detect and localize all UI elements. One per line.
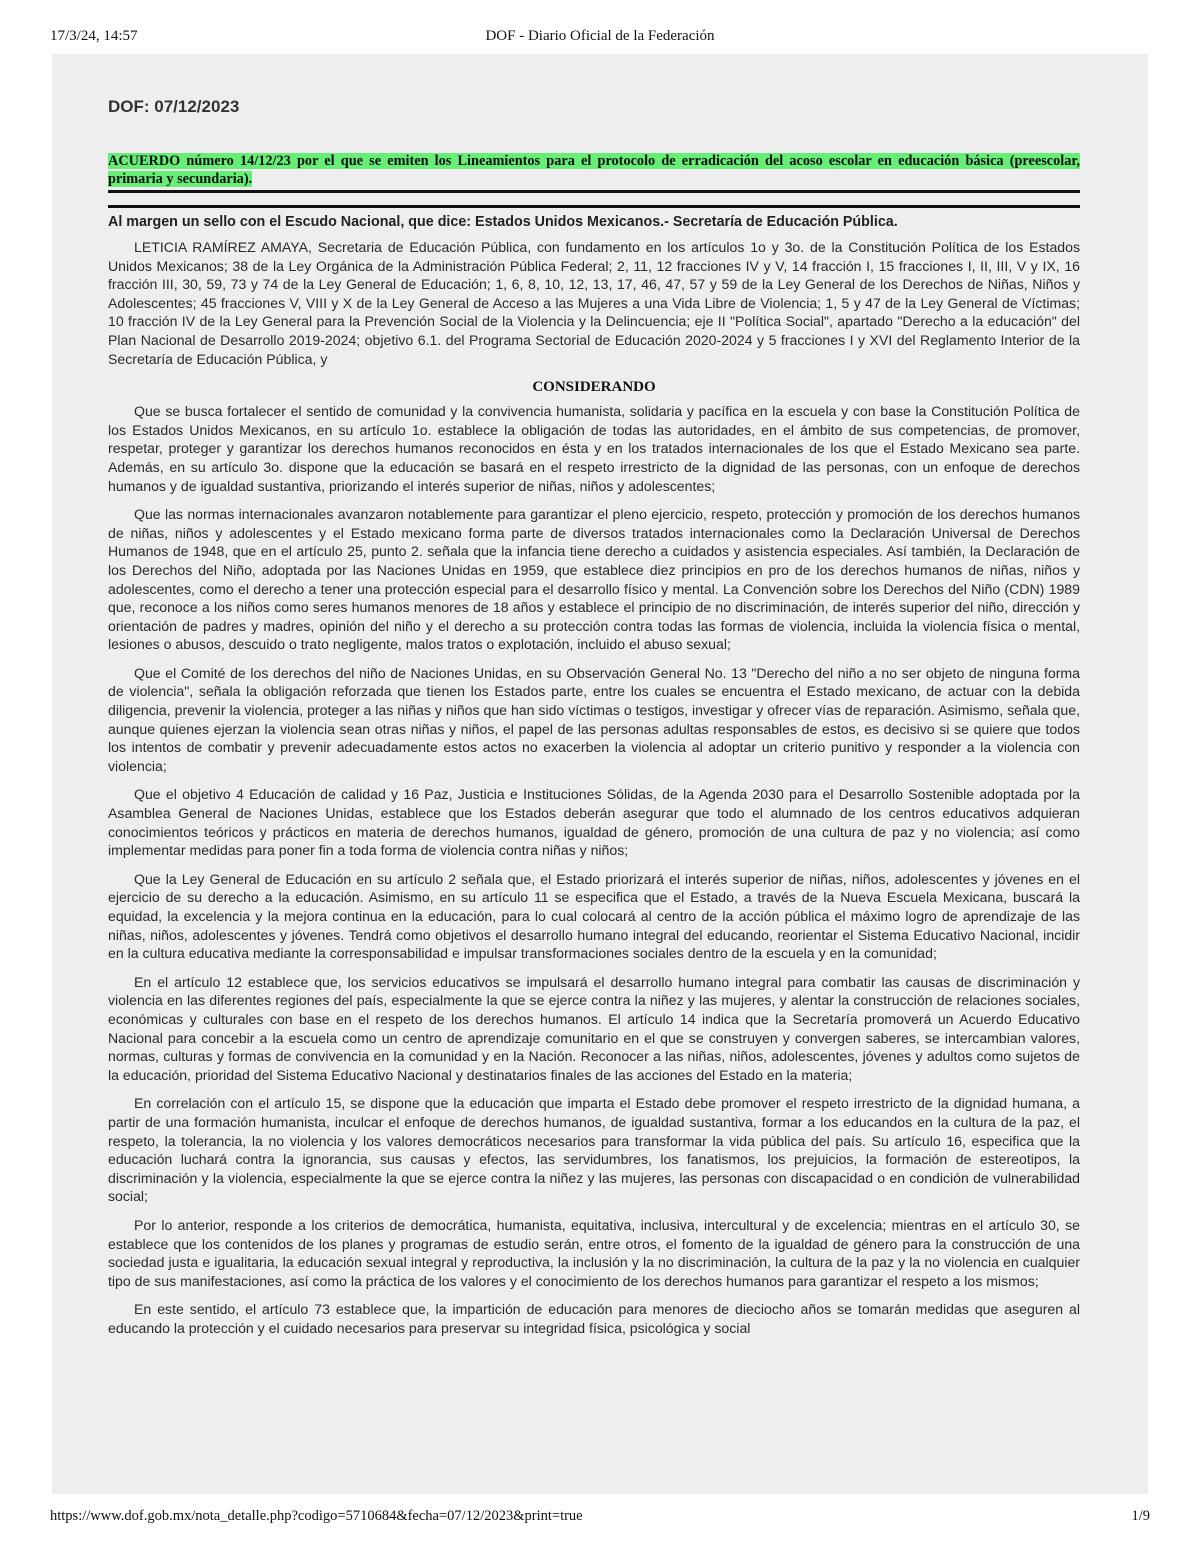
print-page-title: DOF - Diario Oficial de la Federación: [485, 28, 715, 44]
preamble-paragraph: LETICIA RAMÍREZ AMAYA, Secretaria de Educación Pública, con fundamento en los artículos 1o y 3o. de la Constitución Política de los Estados Unidos Mexicanos; 38 de la Ley Orgánica de la Administración Pública Federal; 2, 11, 12 fracciones IV y V, 14 fracción I, 15 fracciones I, II, III, V y IX, 16 fracción III, 30, 59, 73 y 74 de la Ley General de Educación; 1, 6, 8, 10, 12, 13, 17, 46, 47, 57 y 59 de la Ley General de los Derechos de Niñas, Niños y Adolescentes; 45 fracciones V, VIII y X de la Ley General de Acceso a las Mujeres a una Vida Libre de Violencia; 1, 5 y 47 de la Ley General de Víctimas; 10 fracción IV de la Ley General para la Prevención Social de la Violencia y la Delincuencia; eje II "Política Social", apartado "Derecho a la educación" del Plan Nacional de Desarrollo 2019-2024; objetivo 6.1. del Programa Sectorial de Educación 2020-2024 y 5 fracciones I y XVI del Reglamento Interior de la Secretaría de Educación Pública, y: [108, 239, 1080, 367]
print-timestamp: 17/3/24, 14:57: [50, 28, 138, 44]
considerando-paragraph: En este sentido, el artículo 73 establece que, la impartición de educación para menores de dieciocho años se tomarán medidas que aseguren al educando la protección y el cuidado necesarios para preservar su integridad física, psicológica y social: [108, 1301, 1080, 1336]
document-content: [108, 97, 1080, 1337]
print-header: [50, 28, 1150, 48]
considerando-paragraph: Que la Ley General de Educación en su artículo 2 señala que, el Estado priorizará el interés superior de niñas, niños, adolescentes y jóvenes en el ejercicio de su derecho a la educación. Asimismo, en su artículo 11 se especifica que el Estado, a través de la Nueva Escuela Mexicana, buscará la equidad, la excelencia y la mejora continua en la educación, para lo cual colocará al centro de la acción pública el máximo logro de aprendizaje de las niñas, niños, adolescentes y jóvenes. Tendrá como objetivos el desarrollo humano integral del educando, reorientar el Sistema Educativo Nacional, incidir en la cultura educativa mediante la corresponsabilidad e impulsar transformaciones sociales dentro de la escuela y en la comunidad;: [108, 870, 1080, 962]
dof-date: DOF: 07/12/2023: [108, 97, 240, 116]
considerando-paragraph: Que se busca fortalecer el sentido de comunidad y la convivencia humanista, solidaria y pacífica en la escuela y con base la Constitución Política de los Estados Unidos Mexicanos, en su artículo 1o. establece la obligación de todas las autoridades, en el ámbito de sus competencias, de promover, respetar, proteger y garantizar los derechos humanos reconocidos en ésta y en los tratados internacionales de los que el Estado Mexicano sea parte. Además, en su artículo 3o. dispone que la educación se basará en el respeto irrestricto de la dignidad de las personas, con un enfoque de derechos humanos y de igualdad sustantiva, priorizando el interés superior de niñas, niños y adolescentes;: [108, 403, 1080, 494]
considerando-paragraph: Por lo anterior, responde a los criterios de democrática, humanista, equitativa, inclusiva, intercultural y de excelencia; mientras en el artículo 30, se establece que los contenidos de los planes y programas de estudio serán, entre otros, el fomento de la igualdad de género para la construcción de una sociedad justa e igualitaria, la educación sexual integral y reproductiva, la inclusión y la no discriminación, la cultura de la paz y la no violencia en cualquier tipo de sus manifestaciones, así como la práctica de los valores y el conocimiento de los derechos humanos para garantizar el respeto a los mismos;: [108, 1216, 1080, 1289]
document-panel: [52, 54, 1148, 1494]
considerando-paragraph: Que el objetivo 4 Educación de calidad y 16 Paz, Justicia e Instituciones Sólidas, de la Agenda 2030 para el Desarrollo Sostenible adoptada por la Asamblea General de Naciones Unidas, establece que los Estados deberán asegurar que todo el alumnado de los centros educativos adquieran conocimientos teóricos y prácticos en materia de derechos humanos, igualdad de género, promoción de una cultura de paz y no violencia; así como implementar medidas para poner fin a toda forma de violencia contra niñas y niños;: [108, 786, 1080, 859]
title-rule-bottom: [108, 205, 1080, 208]
considerando-paragraph: En correlación con el artículo 15, se dispone que la educación que imparta el Estado debe promover el respeto irrestricto de la dignidad humana, a partir de una formación humanista, inculcar el enfoque de derechos humanos, de igualdad sustantiva, formar a los educandos en la cultura de la paz, el respeto, la tolerancia, la no violencia y los valores democráticos necesarios para transformar la vida pública del país. Su artículo 16, especifica que la educación luchará contra la ignorancia, sus causas y efectos, las servidumbres, los fanatismos, los prejuicios, la formación de estereotipos, la discriminación y la violencia, especialmente la que se ejerce contra la niñez y las mujeres, las personas con discapacidad o en condición de vulnerabilidad social;: [108, 1095, 1080, 1205]
considerando-paragraph: Que las normas internacionales avanzaron notablemente para garantizar el pleno ejercicio, respeto, protección y promoción de los derechos humanos de niñas, niños y adolescentes y el Estado mexicano forma parte de diversos tratados internacionales como la Declaración Universal de Derechos Humanos de 1948, que en el artículo 25, punto 2. señala que la infancia tiene derecho a cuidados y asistencia especiales. Así también, la Declaración de los Derechos del Niño, adoptada por las Naciones Unidas en 1959, que establece diez principios en pro de los derechos humanos de niñas, niños y adolescentes, como el derecho a tener una protección especial para el desarrollo físico y mental. La Convención sobre los Derechos del Niño (CDN) 1989 que, reconoce a los niños como seres humanos menores de 18 años y establece el principio de no discriminación, de interés superior del niño, dirección y orientación de padres y madres, opinión del niño y el derecho a su protección contra todas las formas de violencia, incluida la violencia física o mental, lesiones o abusos, descuido o trato negligente, malos tratos o explotación, incluido el abuso sexual;: [108, 506, 1080, 653]
acuerdo-title: [108, 152, 1080, 188]
margen-sello: Al margen un sello con el Escudo Nacional, que dice: Estados Unidos Mexicanos.- Secretaría de Educación Pública.: [108, 214, 898, 230]
considerando-paragraph: En el artículo 12 establece que, los servicios educativos se impulsará el desarrollo humano integral para combatir las causas de discriminación y violencia en las diferentes regiones del país, especialmente la que se ejerce contra la niñez y las mujeres, y alentar la construcción de relaciones sociales, económicas y culturales con base en el respeto de los derechos humanos. El artículo 14 indica que la Secretaría promoverá un Acuerdo Educativo Nacional para concebir a la escuela como un centro de aprendizaje comunitario en el que se construyen y convergen saberes, se intercambian valores, normas, culturas y formas de convivencia en la comunidad y en la Nación. Reconocer a las niñas, niños, adolescentes, jóvenes y adultos como sujetos de la educación, prioridad del Sistema Educativo Nacional y destinatarios finales de las acciones del Estado en la materia;: [108, 973, 1080, 1083]
page-indicator: 1/9: [1131, 1508, 1150, 1524]
print-footer: [50, 1508, 1150, 1528]
considerando-heading: CONSIDERANDO: [532, 379, 656, 396]
acuerdo-title-highlight: ACUERDO número 14/12/23 por el que se emiten los Lineamientos para el protocolo de erradicación del acoso escolar en educación básica (preescolar, primaria y secundaria).: [108, 153, 1080, 187]
print-url: https://www.dof.gob.mx/nota_detalle.php?codigo=5710684&fecha=07/12/2023&print=true: [50, 1508, 583, 1524]
title-rule-top: [108, 190, 1080, 193]
considerando-paragraph: Que el Comité de los derechos del niño de Naciones Unidas, en su Observación General No. 13 "Derecho del niño a no ser objeto de ninguna forma de violencia", señala la obligación reforzada que tienen los Estados parte, entre los cuales se encuentra el Estado mexicano, de actuar con la debida diligencia, prevenir la violencia, proteger a las niñas y niños que han sido víctimas o testigos, investigar y ofrecer vías de reparación. Asimismo, señala que, aunque quienes ejerzan la violencia sean otras niñas y niños, el papel de las personas adultas responsables de estos, es decisivo si se quiere que todos los intentos de combatir y prevenir adecuadamente estos actos no exacerben la violencia al adoptar un criterio punitivo y responder a la violencia con violencia;: [108, 664, 1080, 774]
